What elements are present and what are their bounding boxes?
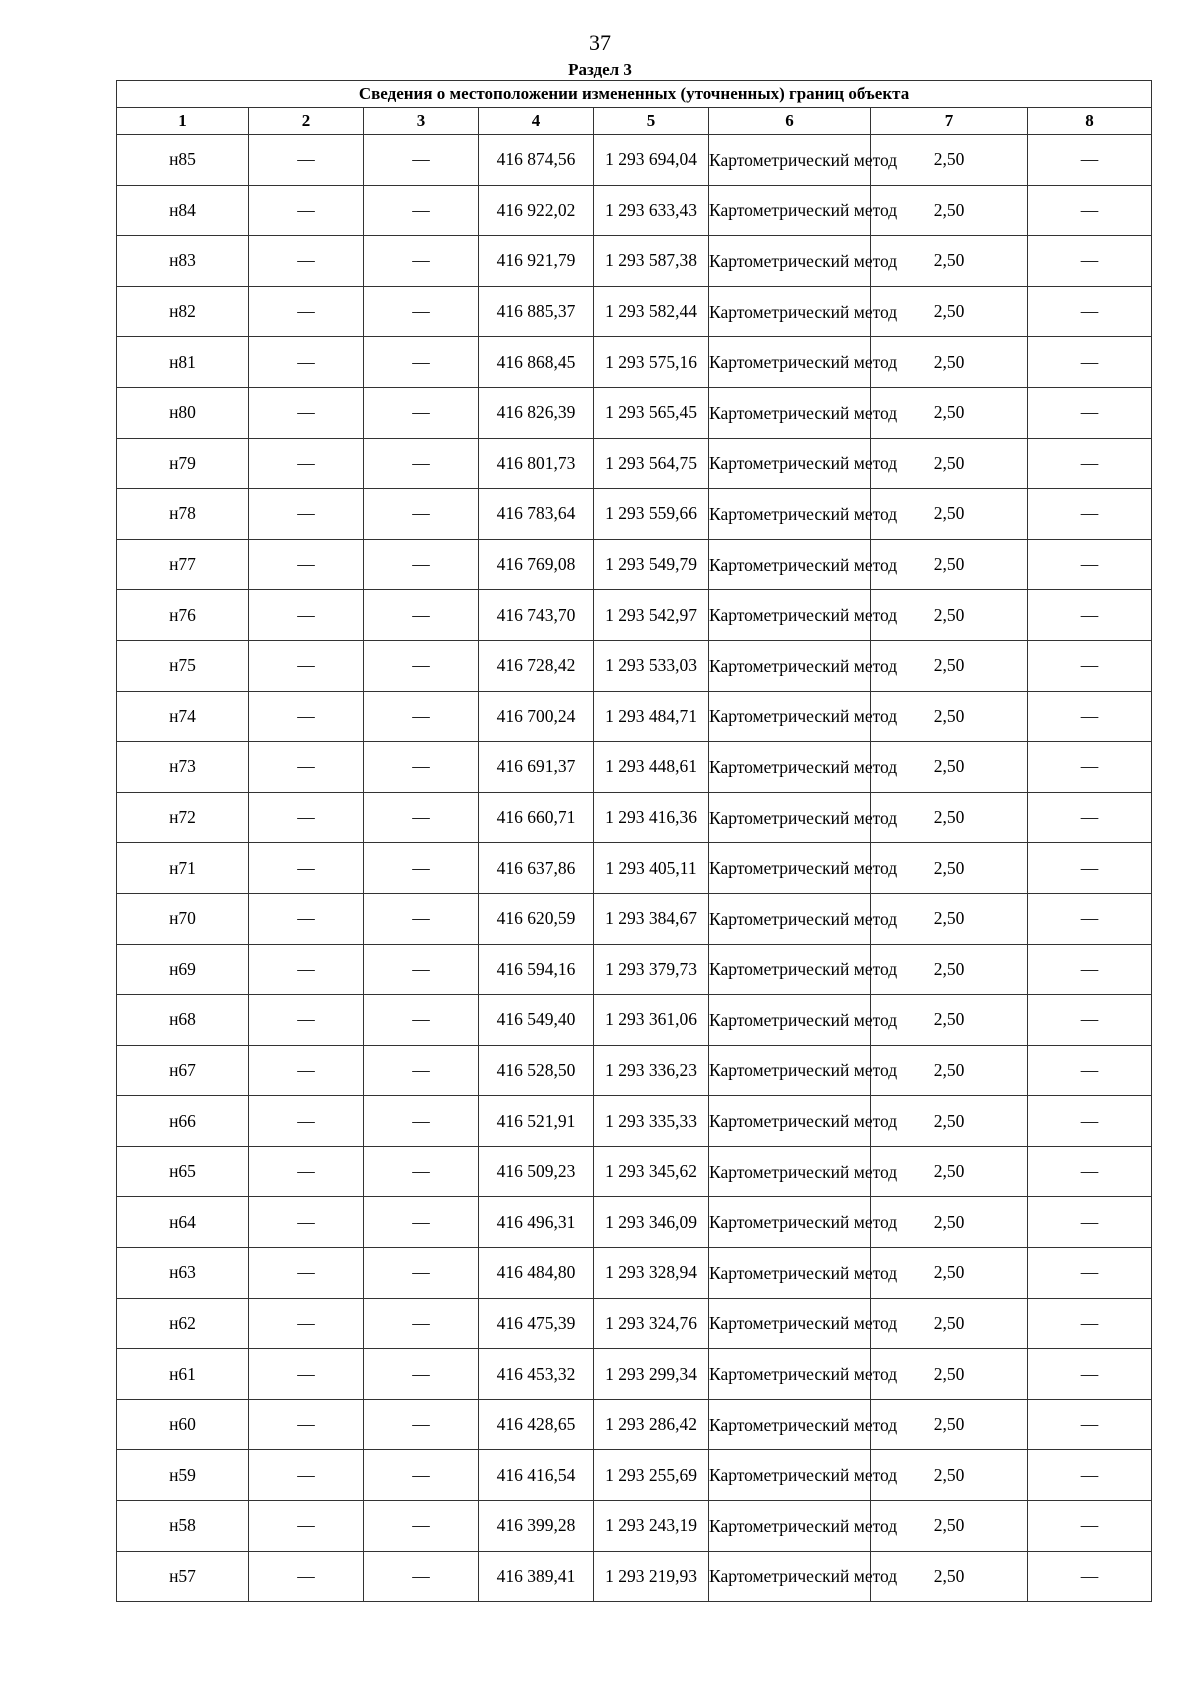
empty-dash: —	[249, 843, 364, 894]
empty-dash: —	[1028, 489, 1152, 540]
coordinate-y: 1 293 633,43	[594, 185, 709, 236]
empty-dash: —	[1028, 1501, 1152, 1552]
empty-dash: —	[364, 995, 479, 1046]
table-row	[117, 489, 1152, 540]
table-row	[117, 539, 1152, 590]
table-row	[117, 691, 1152, 742]
table-row	[117, 1248, 1152, 1299]
accuracy-cell: 2,50	[871, 792, 1028, 843]
accuracy-cell: 2,50	[871, 438, 1028, 489]
table-row	[117, 1399, 1152, 1450]
empty-dash: —	[249, 337, 364, 388]
table-row	[117, 387, 1152, 438]
table-row	[117, 742, 1152, 793]
table-row	[117, 236, 1152, 287]
accuracy-cell: 2,50	[871, 387, 1028, 438]
coordinate-y: 1 293 335,33	[594, 1096, 709, 1147]
point-label: н62	[117, 1298, 249, 1349]
coordinate-x: 416 399,28	[479, 1501, 594, 1552]
empty-dash: —	[1028, 185, 1152, 236]
accuracy-cell: 2,50	[871, 742, 1028, 793]
coordinate-y: 1 293 542,97	[594, 590, 709, 641]
table-row	[117, 1045, 1152, 1096]
table-body	[117, 135, 1152, 1602]
empty-dash: —	[249, 236, 364, 287]
point-label: н80	[117, 387, 249, 438]
empty-dash: —	[249, 1248, 364, 1299]
empty-dash: —	[249, 1399, 364, 1450]
coordinate-y: 1 293 255,69	[594, 1450, 709, 1501]
coordinate-y: 1 293 379,73	[594, 944, 709, 995]
table-row	[117, 286, 1152, 337]
coordinate-y: 1 293 286,42	[594, 1399, 709, 1450]
boundary-coordinates-table	[116, 80, 1152, 1602]
empty-dash: —	[364, 539, 479, 590]
method-cell: Картометрический метод	[709, 995, 871, 1046]
empty-dash: —	[1028, 1450, 1152, 1501]
empty-dash: —	[249, 387, 364, 438]
empty-dash: —	[1028, 893, 1152, 944]
coordinate-y: 1 293 361,06	[594, 995, 709, 1046]
method-cell: Картометрический метод	[709, 1399, 871, 1450]
method-cell: Картометрический метод	[709, 1298, 871, 1349]
empty-dash: —	[1028, 843, 1152, 894]
method-cell: Картометрический метод	[709, 1045, 871, 1096]
table-row	[117, 185, 1152, 236]
method-cell: Картометрический метод	[709, 337, 871, 388]
method-cell: Картометрический метод	[709, 1551, 871, 1602]
empty-dash: —	[1028, 691, 1152, 742]
coordinate-x: 416 783,64	[479, 489, 594, 540]
empty-dash: —	[1028, 640, 1152, 691]
accuracy-cell: 2,50	[871, 1096, 1028, 1147]
accuracy-cell: 2,50	[871, 1551, 1028, 1602]
point-label: н79	[117, 438, 249, 489]
point-label: н58	[117, 1501, 249, 1552]
point-label: н77	[117, 539, 249, 590]
table-row	[117, 944, 1152, 995]
accuracy-cell: 2,50	[871, 1501, 1028, 1552]
empty-dash: —	[249, 792, 364, 843]
method-cell: Картометрический метод	[709, 893, 871, 944]
accuracy-cell: 2,50	[871, 1197, 1028, 1248]
table-row	[117, 1298, 1152, 1349]
empty-dash: —	[249, 590, 364, 641]
empty-dash: —	[1028, 1399, 1152, 1450]
empty-dash: —	[364, 742, 479, 793]
coordinate-x: 416 700,24	[479, 691, 594, 742]
empty-dash: —	[364, 236, 479, 287]
empty-dash: —	[364, 489, 479, 540]
point-label: н81	[117, 337, 249, 388]
column-number: 1	[117, 108, 249, 135]
method-cell: Картометрический метод	[709, 590, 871, 641]
method-cell: Картометрический метод	[709, 489, 871, 540]
empty-dash: —	[364, 1551, 479, 1602]
column-number: 6	[709, 108, 871, 135]
coordinate-x: 416 416,54	[479, 1450, 594, 1501]
empty-dash: —	[1028, 387, 1152, 438]
accuracy-cell: 2,50	[871, 893, 1028, 944]
method-cell: Картометрический метод	[709, 691, 871, 742]
point-label: н72	[117, 792, 249, 843]
empty-dash: —	[364, 893, 479, 944]
empty-dash: —	[249, 893, 364, 944]
point-label: н64	[117, 1197, 249, 1248]
coordinate-y: 1 293 694,04	[594, 135, 709, 186]
coordinate-x: 416 885,37	[479, 286, 594, 337]
empty-dash: —	[364, 1399, 479, 1450]
empty-dash: —	[364, 1045, 479, 1096]
empty-dash: —	[364, 590, 479, 641]
empty-dash: —	[249, 1146, 364, 1197]
accuracy-cell: 2,50	[871, 691, 1028, 742]
coordinate-x: 416 922,02	[479, 185, 594, 236]
page-number: 37	[589, 30, 611, 55]
table-row	[117, 135, 1152, 186]
coordinate-x: 416 594,16	[479, 944, 594, 995]
coordinate-x: 416 496,31	[479, 1197, 594, 1248]
coordinate-y: 1 293 575,16	[594, 337, 709, 388]
coordinate-x: 416 620,59	[479, 893, 594, 944]
empty-dash: —	[1028, 944, 1152, 995]
column-number: 2	[249, 108, 364, 135]
point-label: н69	[117, 944, 249, 995]
table-row	[117, 1197, 1152, 1248]
coordinate-y: 1 293 346,09	[594, 1197, 709, 1248]
accuracy-cell: 2,50	[871, 286, 1028, 337]
coordinate-x: 416 728,42	[479, 640, 594, 691]
empty-dash: —	[364, 135, 479, 186]
empty-dash: —	[364, 640, 479, 691]
point-label: н71	[117, 843, 249, 894]
empty-dash: —	[1028, 792, 1152, 843]
table-row	[117, 1146, 1152, 1197]
table-row	[117, 590, 1152, 641]
coordinate-x: 416 660,71	[479, 792, 594, 843]
method-cell: Картометрический метод	[709, 236, 871, 287]
table-row	[117, 1501, 1152, 1552]
accuracy-cell: 2,50	[871, 1248, 1028, 1299]
method-cell: Картометрический метод	[709, 1146, 871, 1197]
coordinate-x: 416 509,23	[479, 1146, 594, 1197]
empty-dash: —	[1028, 1096, 1152, 1147]
empty-dash: —	[1028, 1045, 1152, 1096]
empty-dash: —	[249, 640, 364, 691]
accuracy-cell: 2,50	[871, 590, 1028, 641]
coordinate-x: 416 549,40	[479, 995, 594, 1046]
accuracy-cell: 2,50	[871, 1045, 1028, 1096]
coordinate-y: 1 293 384,67	[594, 893, 709, 944]
coordinate-y: 1 293 219,93	[594, 1551, 709, 1602]
point-label: н73	[117, 742, 249, 793]
empty-dash: —	[249, 1349, 364, 1400]
point-label: н63	[117, 1248, 249, 1299]
accuracy-cell: 2,50	[871, 236, 1028, 287]
coordinate-x: 416 428,65	[479, 1399, 594, 1450]
empty-dash: —	[364, 1349, 479, 1400]
coordinate-x: 416 921,79	[479, 236, 594, 287]
method-cell: Картометрический метод	[709, 742, 871, 793]
empty-dash: —	[364, 337, 479, 388]
coordinate-y: 1 293 484,71	[594, 691, 709, 742]
empty-dash: —	[1028, 135, 1152, 186]
point-label: н65	[117, 1146, 249, 1197]
column-number: 5	[594, 108, 709, 135]
section-title: Раздел 3	[568, 60, 632, 79]
point-label: н75	[117, 640, 249, 691]
method-cell: Картометрический метод	[709, 1450, 871, 1501]
coordinate-x: 416 521,91	[479, 1096, 594, 1147]
empty-dash: —	[1028, 286, 1152, 337]
coordinate-y: 1 293 559,66	[594, 489, 709, 540]
coordinate-y: 1 293 533,03	[594, 640, 709, 691]
point-label: н60	[117, 1399, 249, 1450]
empty-dash: —	[249, 1045, 364, 1096]
accuracy-cell: 2,50	[871, 1298, 1028, 1349]
table-row	[117, 995, 1152, 1046]
coordinate-x: 416 389,41	[479, 1551, 594, 1602]
table-row	[117, 1349, 1152, 1400]
empty-dash: —	[364, 286, 479, 337]
coordinate-x: 416 769,08	[479, 539, 594, 590]
empty-dash: —	[249, 691, 364, 742]
empty-dash: —	[249, 438, 364, 489]
coordinate-x: 416 801,73	[479, 438, 594, 489]
empty-dash: —	[249, 1501, 364, 1552]
method-cell: Картометрический метод	[709, 1096, 871, 1147]
empty-dash: —	[249, 1096, 364, 1147]
accuracy-cell: 2,50	[871, 1399, 1028, 1450]
empty-dash: —	[1028, 590, 1152, 641]
method-cell: Картометрический метод	[709, 843, 871, 894]
coordinate-x: 416 743,70	[479, 590, 594, 641]
empty-dash: —	[1028, 1146, 1152, 1197]
table-row	[117, 337, 1152, 388]
coordinate-x: 416 868,45	[479, 337, 594, 388]
table-row	[117, 640, 1152, 691]
method-cell: Картометрический метод	[709, 387, 871, 438]
coordinate-x: 416 528,50	[479, 1045, 594, 1096]
coordinate-y: 1 293 299,34	[594, 1349, 709, 1400]
point-label: н76	[117, 590, 249, 641]
method-cell: Картометрический метод	[709, 185, 871, 236]
method-cell: Картометрический метод	[709, 944, 871, 995]
point-label: н68	[117, 995, 249, 1046]
accuracy-cell: 2,50	[871, 944, 1028, 995]
empty-dash: —	[1028, 236, 1152, 287]
point-label: н66	[117, 1096, 249, 1147]
accuracy-cell: 2,50	[871, 539, 1028, 590]
empty-dash: —	[364, 1146, 479, 1197]
point-label: н61	[117, 1349, 249, 1400]
empty-dash: —	[364, 1450, 479, 1501]
empty-dash: —	[249, 539, 364, 590]
coordinate-y: 1 293 345,62	[594, 1146, 709, 1197]
empty-dash: —	[364, 1096, 479, 1147]
coordinate-x: 416 691,37	[479, 742, 594, 793]
table-row	[117, 843, 1152, 894]
empty-dash: —	[1028, 337, 1152, 388]
empty-dash: —	[364, 387, 479, 438]
accuracy-cell: 2,50	[871, 1146, 1028, 1197]
empty-dash: —	[1028, 438, 1152, 489]
empty-dash: —	[364, 944, 479, 995]
empty-dash: —	[364, 438, 479, 489]
point-label: н83	[117, 236, 249, 287]
accuracy-cell: 2,50	[871, 1349, 1028, 1400]
coordinate-x: 416 475,39	[479, 1298, 594, 1349]
empty-dash: —	[1028, 742, 1152, 793]
coordinate-y: 1 293 582,44	[594, 286, 709, 337]
empty-dash: —	[364, 1501, 479, 1552]
empty-dash: —	[249, 489, 364, 540]
point-label: н70	[117, 893, 249, 944]
empty-dash: —	[249, 135, 364, 186]
table-row	[117, 438, 1152, 489]
empty-dash: —	[364, 691, 479, 742]
coordinate-y: 1 293 324,76	[594, 1298, 709, 1349]
coordinate-y: 1 293 564,75	[594, 438, 709, 489]
accuracy-cell: 2,50	[871, 1450, 1028, 1501]
table-row	[117, 1096, 1152, 1147]
method-cell: Картометрический метод	[709, 135, 871, 186]
method-cell: Картометрический метод	[709, 286, 871, 337]
empty-dash: —	[1028, 1197, 1152, 1248]
table-row	[117, 1450, 1152, 1501]
accuracy-cell: 2,50	[871, 843, 1028, 894]
point-label: н59	[117, 1450, 249, 1501]
column-number: 7	[871, 108, 1028, 135]
accuracy-cell: 2,50	[871, 489, 1028, 540]
column-number: 4	[479, 108, 594, 135]
coordinate-x: 416 453,32	[479, 1349, 594, 1400]
coordinate-y: 1 293 328,94	[594, 1248, 709, 1299]
column-number: 8	[1028, 108, 1152, 135]
accuracy-cell: 2,50	[871, 135, 1028, 186]
coordinate-y: 1 293 565,45	[594, 387, 709, 438]
empty-dash: —	[364, 843, 479, 894]
empty-dash: —	[1028, 1298, 1152, 1349]
point-label: н67	[117, 1045, 249, 1096]
coordinate-y: 1 293 243,19	[594, 1501, 709, 1552]
empty-dash: —	[364, 1197, 479, 1248]
empty-dash: —	[249, 995, 364, 1046]
point-label: н57	[117, 1551, 249, 1602]
method-cell: Картометрический метод	[709, 438, 871, 489]
empty-dash: —	[1028, 1248, 1152, 1299]
table-row	[117, 893, 1152, 944]
empty-dash: —	[249, 185, 364, 236]
empty-dash: —	[249, 1197, 364, 1248]
method-cell: Картометрический метод	[709, 1501, 871, 1552]
accuracy-cell: 2,50	[871, 640, 1028, 691]
coordinate-y: 1 293 549,79	[594, 539, 709, 590]
coordinate-y: 1 293 336,23	[594, 1045, 709, 1096]
coordinate-x: 416 484,80	[479, 1248, 594, 1299]
method-cell: Картометрический метод	[709, 792, 871, 843]
method-cell: Картометрический метод	[709, 1248, 871, 1299]
method-cell: Картометрический метод	[709, 1349, 871, 1400]
table-caption: Сведения о местоположении измененных (уточненных) границ объекта	[117, 81, 1152, 108]
table-caption-row	[117, 81, 1152, 108]
table-row	[117, 1551, 1152, 1602]
method-cell: Картометрический метод	[709, 539, 871, 590]
accuracy-cell: 2,50	[871, 185, 1028, 236]
point-label: н82	[117, 286, 249, 337]
coordinate-y: 1 293 587,38	[594, 236, 709, 287]
empty-dash: —	[249, 1450, 364, 1501]
empty-dash: —	[1028, 1349, 1152, 1400]
table-row	[117, 792, 1152, 843]
coordinate-y: 1 293 448,61	[594, 742, 709, 793]
empty-dash: —	[364, 792, 479, 843]
empty-dash: —	[249, 742, 364, 793]
coordinate-x: 416 826,39	[479, 387, 594, 438]
empty-dash: —	[249, 1551, 364, 1602]
empty-dash: —	[1028, 1551, 1152, 1602]
point-label: н74	[117, 691, 249, 742]
point-label: н85	[117, 135, 249, 186]
empty-dash: —	[364, 185, 479, 236]
empty-dash: —	[249, 944, 364, 995]
coordinate-x: 416 874,56	[479, 135, 594, 186]
column-number-row	[117, 108, 1152, 135]
column-number: 3	[364, 108, 479, 135]
point-label: н84	[117, 185, 249, 236]
empty-dash: —	[364, 1298, 479, 1349]
empty-dash: —	[1028, 539, 1152, 590]
point-label: н78	[117, 489, 249, 540]
method-cell: Картометрический метод	[709, 640, 871, 691]
coordinate-y: 1 293 405,11	[594, 843, 709, 894]
accuracy-cell: 2,50	[871, 337, 1028, 388]
empty-dash: —	[364, 1248, 479, 1299]
empty-dash: —	[249, 1298, 364, 1349]
method-cell: Картометрический метод	[709, 1197, 871, 1248]
accuracy-cell: 2,50	[871, 995, 1028, 1046]
coordinate-y: 1 293 416,36	[594, 792, 709, 843]
empty-dash: —	[1028, 995, 1152, 1046]
coordinate-x: 416 637,86	[479, 843, 594, 894]
empty-dash: —	[249, 286, 364, 337]
